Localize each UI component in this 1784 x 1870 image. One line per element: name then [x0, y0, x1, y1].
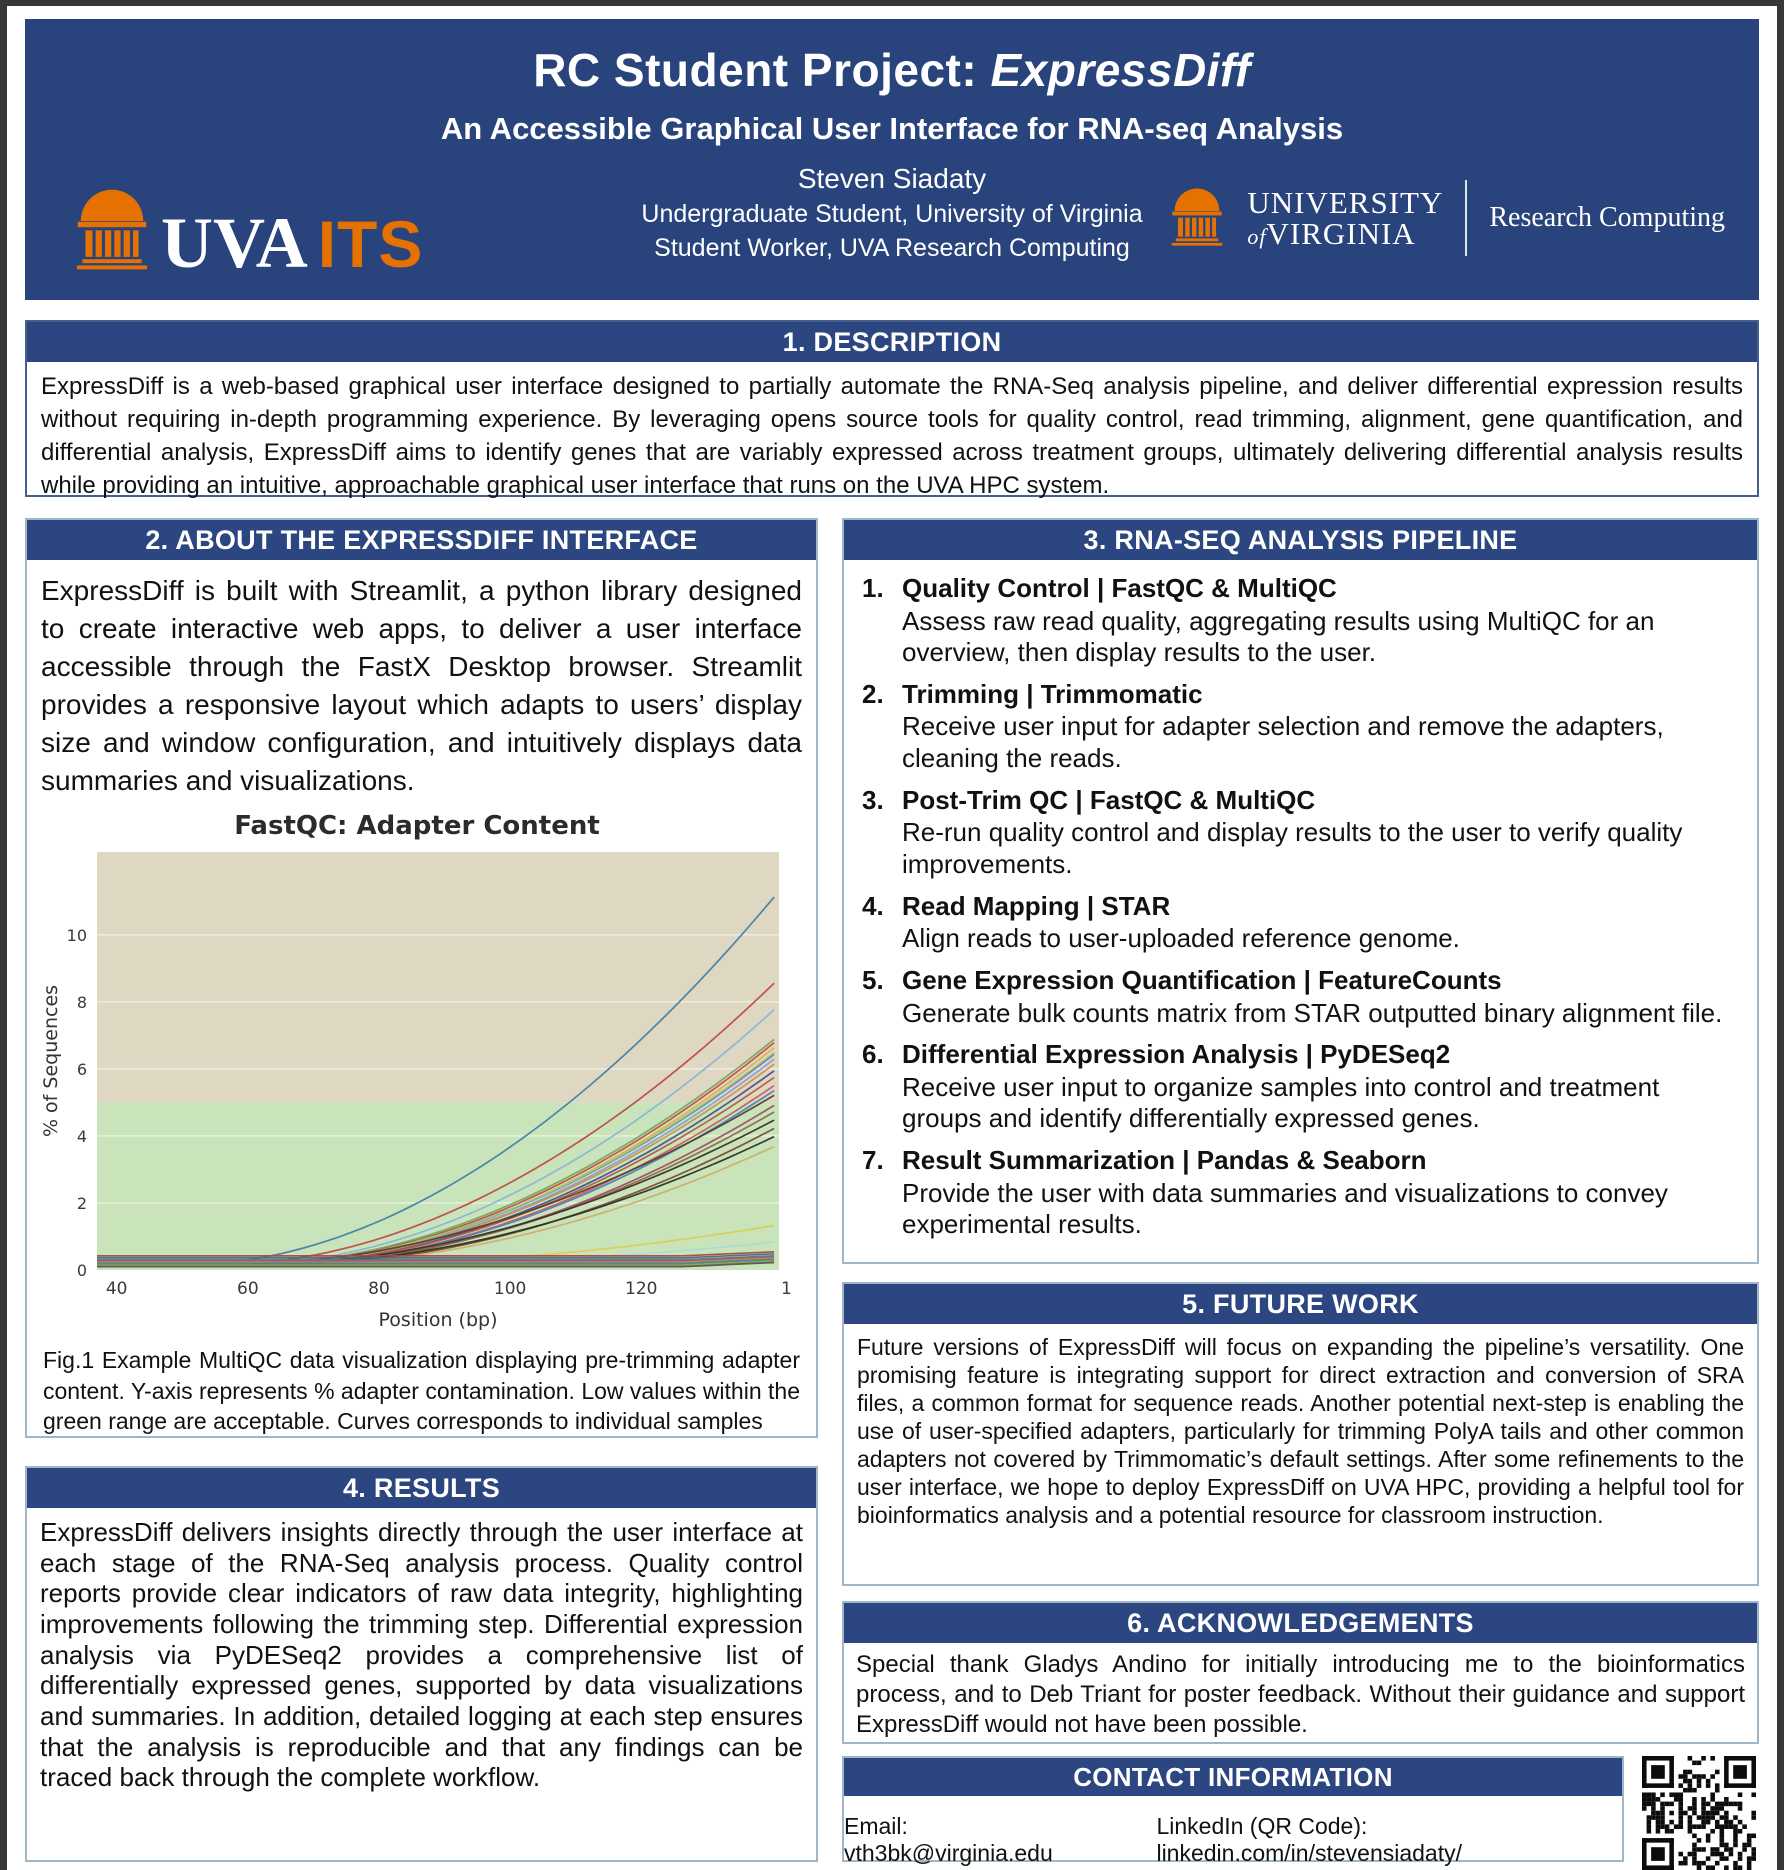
- rotunda-icon: [73, 185, 151, 276]
- logo-divider: [1465, 180, 1467, 256]
- pipeline-step: [858, 890, 1739, 955]
- pipeline-step: [858, 964, 1739, 1029]
- chart-warning-zone: [97, 852, 779, 1102]
- description-body: ExpressDiff is a web-based graphical user interface designed to partially automate the RNA-Seq analysis pipeline, and deliver differential expression results without requiring in-depth programming experience. By leveraging opens source tools for quality control, read trimming, alignment, gene quantification, and differential analysis, ExpressDiff aims to identify genes that are variably expressed across treatment groups, ultimately delivering differential analysis results while providing an intuitive, approachable graphical user interface that runs on the UVA HPC system.: [41, 373, 1743, 499]
- pipeline-step-title: Post-Trim QC | FastQC & MultiQC: [902, 784, 1316, 815]
- section-acknowledgements: [842, 1601, 1759, 1744]
- section-pipeline: [842, 518, 1759, 1264]
- poster-subtitle: An Accessible Graphical User Interface for RNA-seq Analysis: [440, 111, 1344, 146]
- x-tick-label: 120: [625, 1279, 658, 1300]
- pipeline-step-title: Read Mapping | STAR: [902, 890, 1171, 921]
- x-tick-label: 80: [368, 1279, 390, 1300]
- poster-title-prefix: RC Student Project:: [533, 44, 991, 96]
- its-wordmark: ITS: [317, 207, 424, 282]
- poster-title-product: ExpressDiff: [990, 44, 1251, 96]
- section-contact-heading: CONTACT INFORMATION: [844, 1758, 1622, 1796]
- poster-header: [25, 19, 1759, 300]
- pipeline-step-description: Generate bulk counts matrix from STAR outputted binary alignment file.: [902, 997, 1723, 1028]
- pipeline-step-title: Quality Control | FastQC & MultiQC: [902, 573, 1337, 603]
- author-name: Steven Siadaty: [797, 163, 987, 194]
- pipeline-step-number: 3.: [862, 784, 884, 815]
- poster-columns: [25, 518, 1759, 1870]
- about-body: ExpressDiff is built with Streamlit, a python library designed to create interactive web apps, to deliver a user interface accessible through the FastX Desktop browser. Streamlit provides a responsive layout which adapts to users’ display size and window configuration, and intuitively displays data summaries and visualizations.: [41, 575, 802, 797]
- qr-code-svg: [1642, 1756, 1756, 1870]
- contact-row: [842, 1756, 1759, 1870]
- section-description: [25, 320, 1759, 497]
- results-body: ExpressDiff delivers insights directly through the user interface at each stage of the RNA-Seq analysis process. Quality control reports provide clear indicators of raw data integrity, highlighting improvements following the trimming step. Differential expression analysis via PyDESeq2 provides a comprehensive list of differentially expressed genes, supported by data visualizations and summaries. In addition, detailed logging at each step ensures that the analysis is reproducible and that any findings can be traced back through the complete workflow.: [40, 1517, 803, 1793]
- chart-title: FastQC: Adapter Content: [234, 811, 600, 842]
- y-axis-label: % of Sequences: [40, 985, 62, 1138]
- pipeline-step: [858, 678, 1739, 775]
- pipeline-step-description: Receive user input for adapter selection and remove the adapters, cleaning the reads.: [902, 711, 1664, 774]
- figure-1-caption: Fig.1 Example MultiQC data visualization displaying pre-trimming adapter content. Y-axis represents % adapter contamination. Low values within the green range are acceptable. Curves corresponds to individual samples: [43, 1347, 800, 1435]
- pipeline-step: [858, 572, 1739, 669]
- pipeline-step-number: 2.: [862, 678, 884, 709]
- pipeline-step-title: Trimming | Trimmomatic: [902, 678, 1203, 709]
- pipeline-step-description: Assess raw read quality, aggregating results using MultiQC for an overview, then display results to the user.: [902, 605, 1655, 668]
- section-future-heading: 5. FUTURE WORK: [844, 1284, 1757, 1324]
- uva-its-logo: [73, 185, 424, 284]
- section-pipeline-heading: 3. RNA-SEQ ANALYSIS PIPELINE: [844, 520, 1757, 560]
- pipeline-step: [858, 784, 1739, 881]
- contact-linkedin: LinkedIn (QR Code): linkedin.com/in/stevensiadaty/: [1156, 1813, 1463, 1866]
- section-results-heading: 4. RESULTS: [27, 1468, 816, 1508]
- x-tick-label: 40: [105, 1279, 128, 1300]
- rotunda-icon-small: [1169, 184, 1225, 253]
- pipeline-step-description: Receive user input to organize samples into control and treatment groups and identify differentially expressed genes.: [902, 1071, 1660, 1134]
- section-results: [25, 1466, 818, 1862]
- x-axis-label: Position (bp): [378, 1309, 498, 1332]
- adapter-chart-svg: [39, 806, 795, 1336]
- section-about-interface: [25, 518, 818, 1438]
- y-tick-label: 2: [76, 1194, 87, 1214]
- research-computing-label: Research Computing: [1489, 202, 1725, 233]
- future-work-body: Future versions of ExpressDiff will focus on expanding the pipeline’s versatility. One promising feature is integrating support for direct extraction and conversion of SRA files, a common format for sequence reads. Another potential next-step is enabling the use of user-specified adapters, particularly for trimming PolyA tails and other common adapters not covered by Trimmomatic’s default settings. After some refinements to the user interface, we hope to deploy ExpressDiff on UVA HPC, providing a helpful tool for bioinformatics analysis and a potential resource for classroom instruction.: [857, 1334, 1744, 1529]
- university-word: UNIVERSITY: [1247, 185, 1444, 220]
- section-future-work: [842, 1282, 1759, 1586]
- x-tick-label-truncated: 1: [781, 1279, 792, 1300]
- y-tick-label: 0: [76, 1261, 87, 1281]
- y-tick-label: 4: [76, 1127, 87, 1147]
- pipeline-step-title: Gene Expression Quantification | FeatureCounts: [902, 965, 1502, 996]
- pipeline-step-title: Differential Expression Analysis | PyDESeq2: [902, 1039, 1451, 1070]
- pipeline-step-number: 4.: [862, 890, 884, 921]
- section-contact: [842, 1756, 1624, 1866]
- pipeline-step-title: Result Summarization | Pandas & Seaborn: [902, 1145, 1427, 1176]
- pipeline-step-description: Align reads to user-uploaded reference genome.: [902, 923, 1460, 954]
- section-acknowledgements-heading: 6. ACKNOWLEDGEMENTS: [844, 1603, 1757, 1643]
- y-tick-label: 8: [76, 993, 87, 1013]
- pipeline-step-number: 6.: [862, 1039, 884, 1070]
- pipeline-step-number: 7.: [862, 1145, 884, 1176]
- pipeline-step-description: Re-run quality control and display results to the user to verify quality improvements.: [902, 817, 1683, 880]
- y-tick-label: 6: [76, 1060, 87, 1080]
- right-column: [842, 518, 1759, 1870]
- pipeline-step-list: [858, 572, 1739, 1241]
- poster-title: [25, 19, 1759, 97]
- uva-research-computing-logo: [1169, 180, 1725, 256]
- pipeline-step-number: 5.: [862, 965, 884, 996]
- contact-email: Email: vth3bk@virginia.edu: [844, 1813, 1053, 1866]
- author-affiliation-2: Student Worker, UVA Research Computing: [654, 234, 1130, 262]
- of-word: of: [1247, 224, 1267, 249]
- section-description-heading: 1. DESCRIPTION: [27, 322, 1757, 362]
- pipeline-step: [858, 1038, 1739, 1135]
- pipeline-step: [858, 1144, 1739, 1241]
- uva-wordmark: UVA: [161, 203, 308, 284]
- pipeline-step-description: Provide the user with data summaries and visualizations to convey experimental results.: [902, 1177, 1668, 1240]
- linkedin-qr-code: [1642, 1756, 1756, 1870]
- author-affiliation-1: Undergraduate Student, University of Virginia: [641, 200, 1143, 228]
- pipeline-body: [844, 560, 1757, 1241]
- virginia-word: ofVIRGINIA: [1247, 216, 1416, 251]
- university-of-virginia-wordmark: [1247, 187, 1443, 249]
- section-about-heading: 2. ABOUT THE EXPRESSDIFF INTERFACE: [27, 520, 816, 560]
- y-tick-label: 10: [66, 926, 87, 946]
- acknowledgements-body: Special thank Gladys Andino for initially introducing me to the bioinformatics process, and to Deb Triant for poster feedback. Without their guidance and support ExpressDiff would not have been possible.: [856, 1651, 1745, 1739]
- x-tick-label: 60: [237, 1279, 259, 1300]
- left-column: [25, 518, 818, 1862]
- x-tick-label: 100: [493, 1279, 527, 1300]
- pipeline-step-number: 1.: [862, 573, 884, 603]
- contact-line: [844, 1796, 1622, 1867]
- adapter-content-figure: [27, 806, 816, 1341]
